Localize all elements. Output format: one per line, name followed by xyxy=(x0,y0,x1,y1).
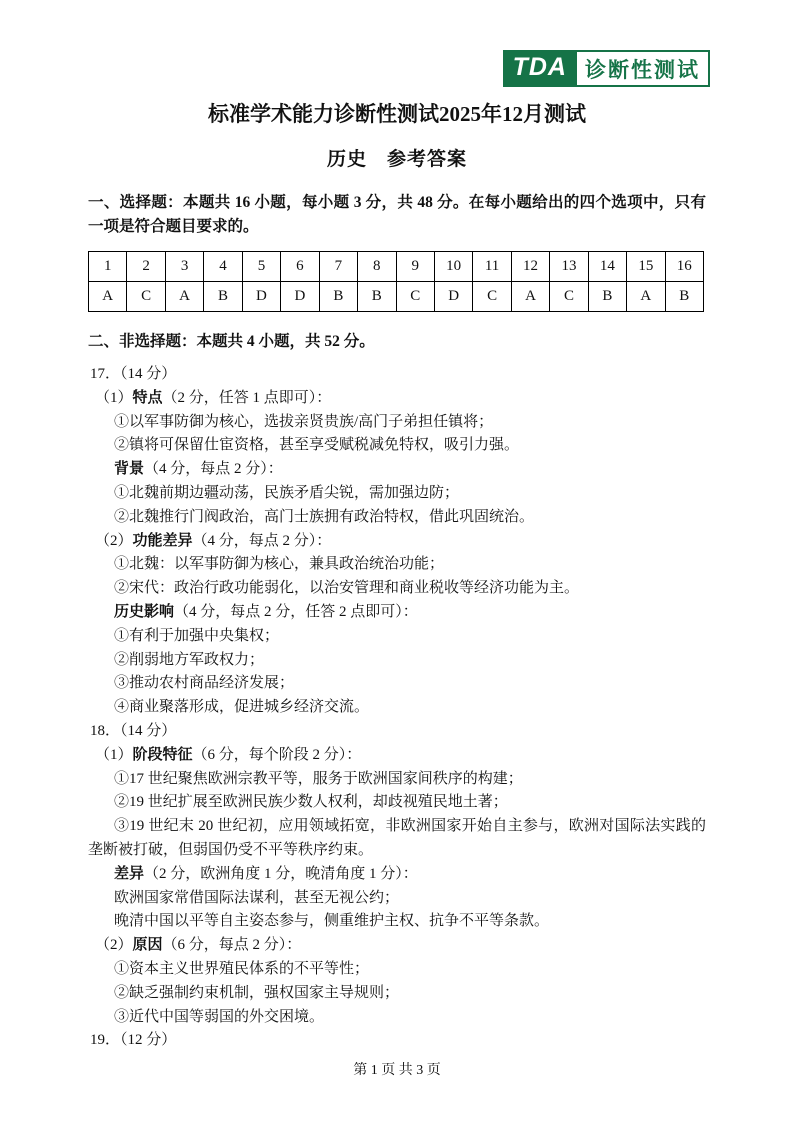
answer-cell: D xyxy=(434,282,472,312)
answer-line: ②镇将可保留仕宦资格，甚至享受赋税减免特权，吸引力强。 xyxy=(114,437,520,454)
answer-line: ②19 世纪扩展至欧洲民族少数人权利，却歧视殖民地土著； xyxy=(114,794,508,811)
answer-cell: A xyxy=(627,282,665,312)
answer-cell: B xyxy=(319,282,357,312)
page-footer: 第 1 页 共 3 页 xyxy=(353,1063,441,1078)
answer-cell: B xyxy=(204,282,242,312)
question-number-cell: 1 xyxy=(89,252,127,282)
answer-line: 背景（4 分，每点 2 分）： xyxy=(114,461,283,478)
answer-line: ③近代中国等弱国的外交困境。 xyxy=(114,1008,325,1025)
document-title: 标准学术能力诊断性测试2025年12月测试 xyxy=(208,102,586,126)
answer-line: 欧洲国家常借国际法谋利，甚至无视公约； xyxy=(114,889,400,906)
answer-cell: C xyxy=(550,282,588,312)
answer-table xyxy=(88,251,704,312)
answer-line: ①有利于加强中央集权； xyxy=(114,627,280,644)
section-2-header xyxy=(88,330,706,354)
answer-line: 晚清中国以平等自主姿态参与，侧重维护主权、抗争不平等条款。 xyxy=(114,913,550,930)
answer-cell: C xyxy=(473,282,511,312)
answer-line: 17．（14 分） xyxy=(90,366,177,382)
answer-cell: A xyxy=(511,282,549,312)
subject-heading: 历史 参考答案 xyxy=(326,149,467,170)
answer-line: （2）原因（6 分，每点 2 分）： xyxy=(95,937,302,954)
question-number-cell: 5 xyxy=(242,252,280,282)
answer-line: ③19 世纪末 20 世纪初，应用领域拓宽，非欧洲国家开始自主参与，欧洲对国际法实践的垄断被打破，但弱国仍受不平等秩序约束。 xyxy=(88,818,706,858)
answer-cell: B xyxy=(665,282,703,312)
answer-line: 18．（14 分） xyxy=(90,722,177,739)
answer-cell: A xyxy=(165,282,203,312)
answer-cell: A xyxy=(89,282,127,312)
answer-cell: D xyxy=(281,282,319,312)
answer-line: 历史影响（4 分，每点 2 分，任答 2 点即可）： xyxy=(114,603,418,620)
question-number-cell: 15 xyxy=(627,252,665,282)
tda-logo-mark: TDA xyxy=(505,52,577,85)
tda-logo-text: 诊断性测试 xyxy=(585,58,700,82)
question-number-cell: 8 xyxy=(358,252,396,282)
answer-line: 差异（2 分，欧洲角度 1 分，晚清角度 1 分）： xyxy=(114,865,418,882)
section-2-text: 本题共 4 小题，共 52 分。 xyxy=(196,333,375,350)
question-number-cell: 9 xyxy=(396,252,434,282)
question-number-cell: 6 xyxy=(281,252,319,282)
answer-line: ①资本主义世界殖民体系的不平等性； xyxy=(114,960,370,977)
answer-line: （1）特点（2 分，任答 1 点即可）： xyxy=(95,389,332,406)
answer-cell: B xyxy=(588,282,626,312)
answer-line: ④商业聚落形成，促进城乡经济交流。 xyxy=(114,699,370,716)
question-number-cell: 10 xyxy=(434,252,472,282)
answer-line: ①北魏前期边疆动荡，民族矛盾尖锐，需加强边防； xyxy=(114,484,460,501)
section-1-header xyxy=(88,191,706,239)
question-number-cell: 12 xyxy=(511,252,549,282)
answer-cell: D xyxy=(242,282,280,312)
question-number-cell: 14 xyxy=(588,252,626,282)
answer-line: ②宋代：政治行政功能弱化，以治安管理和商业税收等经济功能为主。 xyxy=(114,580,580,597)
tda-logo xyxy=(503,50,710,87)
answer-line: ②缺乏强制约束机制，强权国家主导规则； xyxy=(114,984,400,1001)
answer-cell: B xyxy=(358,282,396,312)
question-number-cell: 13 xyxy=(550,252,588,282)
answer-row xyxy=(89,282,704,312)
answer-line: （2）功能差异（4 分，每点 2 分）： xyxy=(95,532,332,549)
question-number-cell: 16 xyxy=(665,252,703,282)
section-2-label: 二、非选择题： xyxy=(88,333,197,350)
section-1-text: 本题共 16 小题，每小题 3 分，共 48 分。在每小题给出的四个选项中，只有一项是符合题目要求的。 xyxy=(88,194,706,235)
answer-body xyxy=(88,363,706,1053)
answer-line: （1）阶段特征（6 分，每个阶段 2 分）： xyxy=(95,746,362,763)
answer-line: 19．（12 分） xyxy=(90,1032,177,1049)
answer-line: ①北魏：以军事防御为核心，兼具政治统治功能； xyxy=(114,556,445,573)
question-number-cell: 11 xyxy=(473,252,511,282)
question-number-row xyxy=(89,252,704,282)
answer-line: ②北魏推行门阀政治，高门士族拥有政治特权，借此巩固统治。 xyxy=(114,508,535,525)
answer-line: ②削弱地方军政权力； xyxy=(114,651,265,668)
question-number-cell: 3 xyxy=(165,252,203,282)
question-number-cell: 2 xyxy=(127,252,165,282)
answer-line: ①以军事防御为核心，选拔亲贤贵族/高门子弟担任镇将； xyxy=(114,413,494,430)
question-number-cell: 7 xyxy=(319,252,357,282)
answer-line: ③推动农村商品经济发展； xyxy=(114,675,295,692)
section-1-label: 一、选择题： xyxy=(88,194,184,211)
answer-line: ①17 世纪聚焦欧洲宗教平等，服务于欧洲国家间秩序的构建； xyxy=(114,770,523,787)
answer-cell: C xyxy=(127,282,165,312)
question-number-cell: 4 xyxy=(204,252,242,282)
answer-cell: C xyxy=(396,282,434,312)
